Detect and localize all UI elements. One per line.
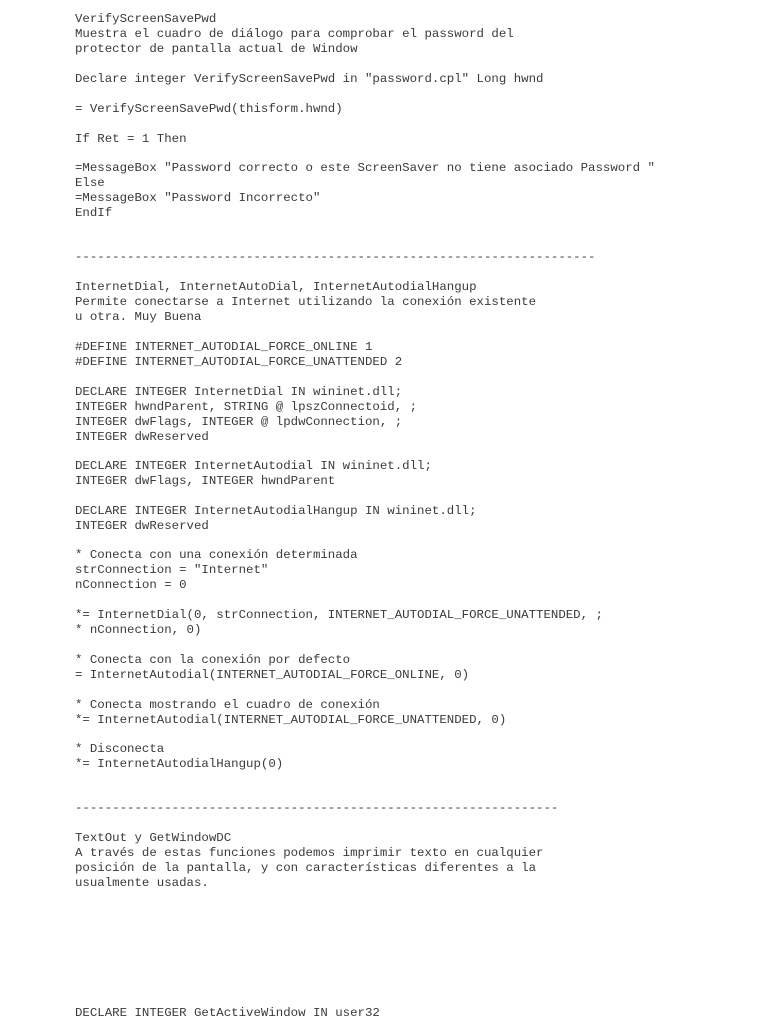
code-line: Else (75, 176, 105, 190)
code-line: EndIf (75, 206, 113, 220)
code-line: DECLARE INTEGER InternetAutodial IN wininet.dll; (75, 459, 432, 473)
code-line: *= InternetAutodialHangup(0) (75, 757, 284, 771)
code-line: =MessageBox "Password Incorrecto" (75, 191, 321, 205)
code-line: INTEGER hwndParent, STRING @ lpszConnectoid, ; (75, 400, 418, 414)
code-line: * nConnection, 0) (75, 623, 202, 637)
text-line: usualmente usadas. (75, 876, 209, 890)
code-line: DECLARE INTEGER InternetAutodialHangup IN wininet.dll; (75, 504, 477, 518)
separator-line: ---------------------------------------------------------------------- (75, 250, 596, 264)
text-line: InternetDial, InternetAutoDial, InternetAutodialHangup (75, 280, 477, 294)
text-line: TextOut y GetWindowDC (75, 831, 232, 845)
code-line: * Disconecta (75, 742, 165, 756)
code-line: #DEFINE INTERNET_AUTODIAL_FORCE_UNATTENDED 2 (75, 355, 403, 369)
code-line: * Conecta con una conexión determinada (75, 548, 358, 562)
code-line: *= InternetDial(0, strConnection, INTERNET_AUTODIAL_FORCE_UNATTENDED, ; (75, 608, 603, 622)
code-line: DECLARE INTEGER InternetDial IN wininet.dll; (75, 385, 403, 399)
code-line: =MessageBox "Password correcto o este ScreenSaver no tiene asociado Password " (75, 161, 655, 175)
code-line: nConnection = 0 (75, 578, 187, 592)
code-line: INTEGER dwReserved (75, 430, 209, 444)
code-line: INTEGER dwFlags, INTEGER @ lpdwConnection, ; (75, 415, 403, 429)
text-line: protector de pantalla actual de Window (75, 42, 358, 56)
text-line: Permite conectarse a Internet utilizando la conexión existente (75, 295, 537, 309)
code-line: * Conecta con la conexión por defecto (75, 653, 351, 667)
text-line: VerifyScreenSavePwd (75, 12, 217, 26)
code-line: INTEGER dwReserved (75, 519, 209, 533)
code-line: = InternetAutodial(INTERNET_AUTODIAL_FORCE_ONLINE, 0) (75, 668, 470, 682)
code-line: If Ret = 1 Then (75, 132, 187, 146)
code-line: #DEFINE INTERNET_AUTODIAL_FORCE_ONLINE 1 (75, 340, 373, 354)
text-line: A través de estas funciones podemos imprimir texto en cualquier (75, 846, 544, 860)
code-line: *= InternetAutodial(INTERNET_AUTODIAL_FORCE_UNATTENDED, 0) (75, 713, 507, 727)
code-line: strConnection = "Internet" (75, 563, 269, 577)
text-line: Muestra el cuadro de diálogo para comprobar el password del (75, 27, 514, 41)
code-line: INTEGER dwFlags, INTEGER hwndParent (75, 474, 336, 488)
code-line: DECLARE INTEGER GetActiveWindow IN user32 (75, 1006, 380, 1020)
separator-line: ----------------------------------------------------------------- (75, 801, 559, 815)
code-line: Declare integer VerifyScreenSavePwd in "password.cpl" Long hwnd (75, 72, 544, 86)
text-line: u otra. Muy Buena (75, 310, 202, 324)
text-line: posición de la pantalla, y con características diferentes a la (75, 861, 537, 875)
code-line: * Conecta mostrando el cuadro de conexión (75, 698, 380, 712)
code-line: = VerifyScreenSavePwd(thisform.hwnd) (75, 102, 343, 116)
